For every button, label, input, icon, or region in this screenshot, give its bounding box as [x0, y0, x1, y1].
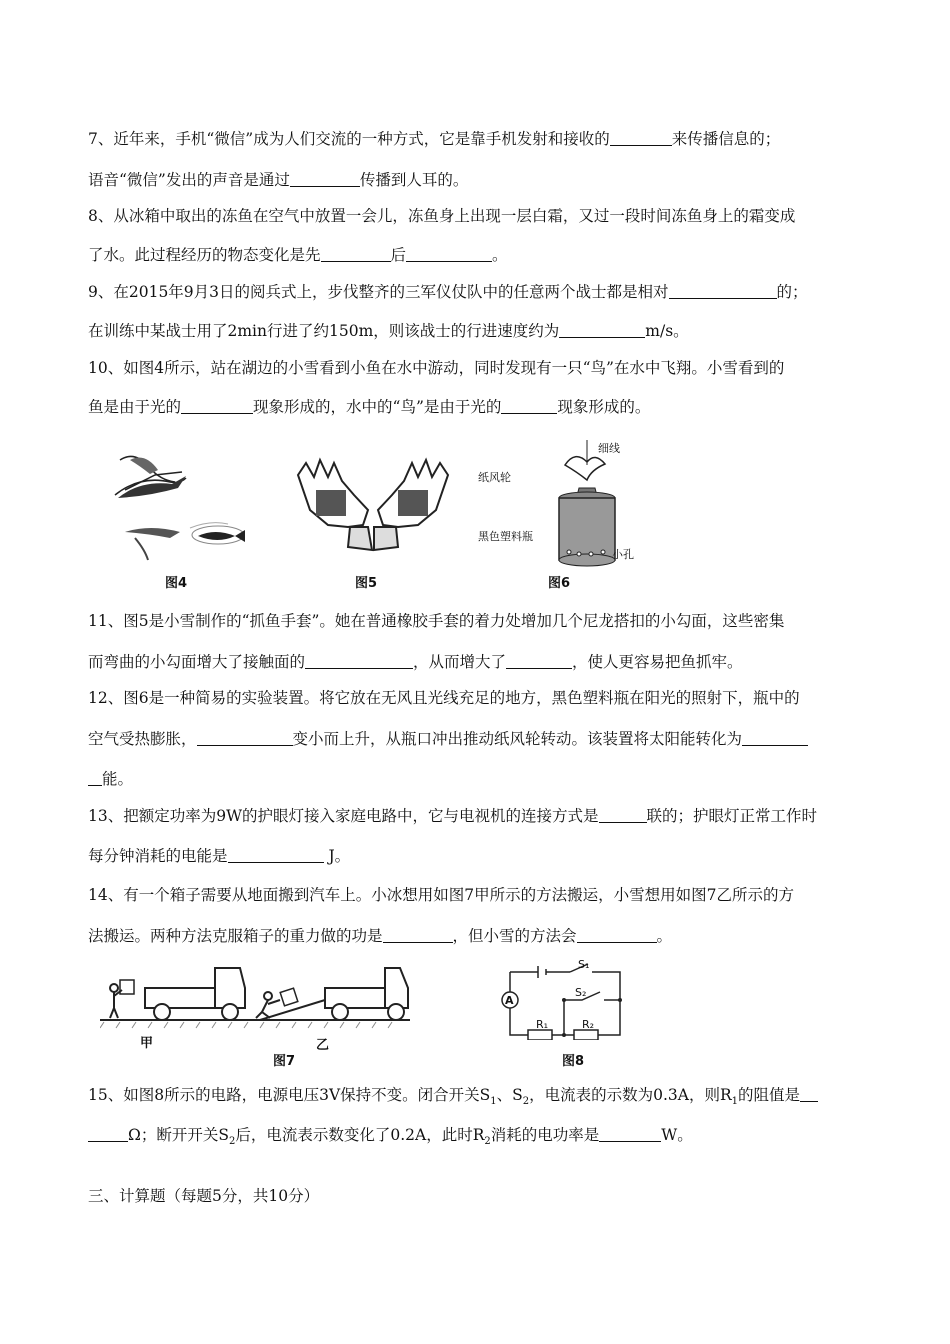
q12-line1: 12、图6是一种简易的实验装置。将它放在无风且光线充足的地方，黑色塑料瓶在阳光的照射下，瓶中的: [88, 689, 800, 707]
fig8-r1-label: R₁: [536, 1018, 549, 1031]
box-b: [280, 988, 298, 1006]
figure-5-gloves: [288, 455, 458, 565]
fig8-r2-label: R₂: [582, 1018, 595, 1031]
q14-line2: 法搬运。两种方法克服箱子的重力做的功是 ，但小雪的方法会 。: [88, 927, 673, 945]
q8-line2: 了水。此过程经历的物态变化是先 后 。: [88, 246, 508, 264]
figure-6-caption: 图6: [548, 576, 571, 591]
q9-blank2[interactable]: [559, 321, 645, 338]
q11-blank1[interactable]: [305, 652, 413, 669]
q10-line1: 10、如图4所示，站在湖边的小雪看到小鱼在水中游动，同时发现有一只“鸟”在水中飞翔。小雪看到的: [88, 359, 785, 377]
figure-4-caption: 图4: [165, 576, 188, 591]
q12-line2: 空气受热膨胀， 变小而上升，从瓶口冲出推动纸风轮转动。该装置将太阳能转化为: [88, 728, 808, 750]
figure-8-circuit: [500, 960, 640, 1040]
q14-line1: 14、有一个箱子需要从地面搬到汽车上。小冰想用如图7甲所示的方法搬运，小雪想用如图7乙所示的方: [88, 886, 794, 904]
q13-blank2[interactable]: [228, 846, 324, 863]
q7-line1: 7、近年来，手机“微信”成为人们交流的一种方式，它是靠手机发射和接收的 来传播信息的；: [88, 130, 781, 148]
q15-line2: Ω；断开开关$S_2$后，电流表示数变化了0.2A，此时$R_2$消耗的电功率是 W。: [88, 1124, 693, 1153]
fig6-wheel-label: 纸风轮: [478, 471, 511, 484]
q13-blank1[interactable]: [599, 806, 647, 823]
figure-4-birds-fish: [100, 440, 260, 580]
figure-7-caption: 图7: [273, 1054, 296, 1069]
q10-blank1[interactable]: [181, 397, 253, 414]
truck-a-icon: [145, 968, 245, 1020]
truck-b-icon: [325, 968, 408, 1020]
q13-line2: 每分钟消耗的电能是 J。: [88, 847, 351, 865]
figure-7a-label: 甲: [140, 1036, 154, 1051]
q7-blank2[interactable]: [290, 170, 360, 187]
figure-7-trucks: [100, 960, 420, 1030]
q12-blank2[interactable]: [742, 729, 808, 746]
q14-blank1[interactable]: [383, 926, 453, 943]
q7-blank1[interactable]: [610, 129, 672, 146]
q12-blank1[interactable]: [197, 729, 293, 746]
q15-blank2[interactable]: [599, 1125, 661, 1142]
q10-blank2[interactable]: [501, 397, 557, 414]
q12-blank2-cont[interactable]: [88, 769, 102, 786]
fig6-thread-label: 细线: [598, 442, 620, 455]
section-3-heading: 三、计算题（每题5分，共10分）: [88, 1187, 320, 1205]
box-a: [120, 980, 134, 994]
figure-8-caption: 图8: [562, 1054, 585, 1069]
q15-blank1-cont[interactable]: [88, 1125, 128, 1142]
q7-line2: 语音“微信”发出的声音是通过 传播到人耳的。: [88, 171, 469, 189]
figure-7b-label: 乙: [316, 1038, 330, 1053]
q15-blank1[interactable]: [800, 1085, 818, 1102]
bird-reflection-icon: [125, 528, 180, 538]
fig8-s1-label: S₁: [578, 958, 590, 971]
q9-blank1[interactable]: [669, 282, 777, 299]
q14-blank2[interactable]: [577, 926, 657, 943]
fig6-hole-label: 小孔: [612, 548, 634, 561]
figure-5-caption: 图5: [355, 576, 378, 591]
q11-blank2[interactable]: [506, 652, 572, 669]
paper-wheel-icon: [565, 457, 605, 480]
q8-blank2[interactable]: [406, 245, 492, 262]
fig8-s2-label: S₂: [575, 986, 587, 999]
resistor-r2: [574, 1030, 598, 1040]
fig8-ammeter-label: A: [505, 994, 514, 1007]
q11-line1: 11、图5是小雪制作的“抓鱼手套”。她在普通橡胶手套的着力处增加几个尼龙搭扣的小勾面，这些密集: [88, 612, 785, 630]
resistor-r1: [528, 1030, 552, 1040]
q12-line3: 能。: [88, 768, 133, 790]
q10-line2: 鱼是由于光的 现象形成的，水中的“鸟”是由于光的 现象形成的。: [88, 398, 651, 416]
q8-blank1[interactable]: [321, 245, 391, 262]
q15-line1: 15、如图8所示的电路，电源电压3V保持不变。闭合开关$S_1$、$S_2$，电流表的示数为0.3A，则$R_1$的阻值是: [88, 1084, 818, 1113]
q8-line1: 8、从冰箱中取出的冻鱼在空气中放置一会儿，冻鱼身上出现一层白霜，又过一段时间冻鱼身上的霜变成: [88, 207, 796, 225]
q11-line2: 而弯曲的小勾面增大了接触面的 ，从而增大了 ，使人更容易把鱼抓牢。: [88, 653, 743, 671]
fig6-bottle-label: 黑色塑料瓶: [478, 530, 533, 543]
fish-icon: [198, 532, 235, 540]
glove-right-patch: [398, 490, 428, 516]
q13-line1: 13、把额定功率为9W的护眼灯接入家庭电路中，它与电视机的连接方式是 联的；护眼灯正常工作时: [88, 807, 818, 825]
glove-left-patch: [316, 490, 346, 516]
q9-line2: 在训练中某战士用了2min行进了约150m，则该战士的行进速度约为 m/s。: [88, 322, 689, 340]
q9-line1: 9、在2015年9月3日的阅兵式上，步伐整齐的三军仪仗队中的任意两个战士都是相对 的；: [88, 283, 808, 301]
